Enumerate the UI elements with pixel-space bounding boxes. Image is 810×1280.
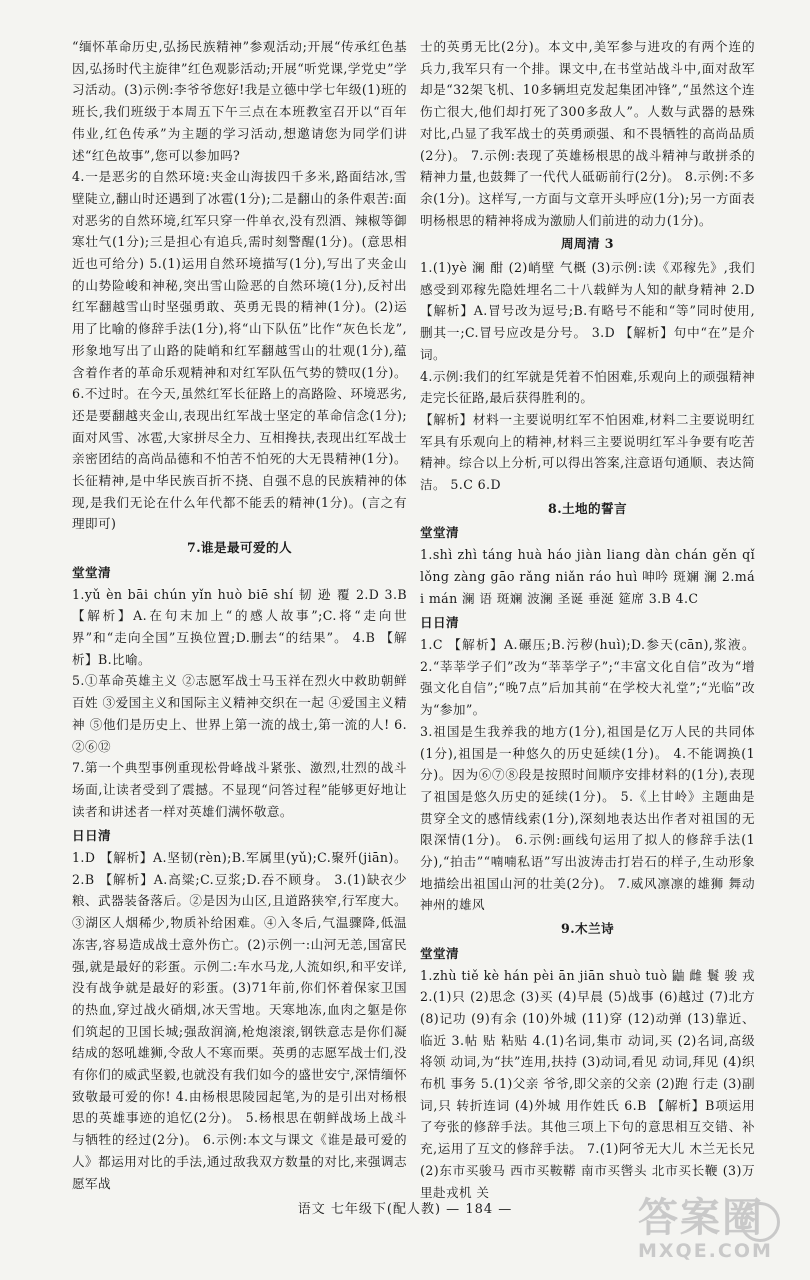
answer-block: 1.shì zhì táng huà háo jiàn liang dàn chán gěn qǐ lǒng zàng gāo rǎng niǎn ráo huì 呻吟 斑斓 澜 2.mái mán 澜 语 斑斓 波澜 圣诞 垂涎 筵席 3.B 4.C bbox=[420, 547, 755, 606]
subsection-label: 堂堂清 bbox=[72, 564, 111, 580]
answer-block: 1.zhù tiě kè hán pèi ān jiān shuò tuò 鼬 雌 鬟 骏 戎 2.(1)只 (2)思念 (3)买 (4)早晨 (5)战事 (6)越过 (7)北方 (8)记功 (9)有余 (10)外城 (11)穿 (12)动弹 (13)靠近、临近 3.帖 贴 粘贴 4.(1)名词,集市 动词,买 (2)名词,高级将领 动词,为“扶”连用,扶持 (3)动词,看见 动词,拜见 (4)织布机 事务 5.(1)父亲 爷爷,即父亲的父亲 (2)跑 行走 (3)副词,只 转折连词 (4)外城 用作姓氏 6.B 【解析】B项运用了夸张的修辞手法。其他三项上下句的意思相互交错、补充,运用了互文的修辞手法。 7.(1)阿爷无大儿 木兰无长兄 (2)东市买骏马 西市买鞍鞯 南市买辔头 北市买长鞭 (3)万里赴戎机 关 bbox=[420, 967, 755, 1200]
answer-block: 【解析】材料一主要说明红军不怕困难,材料二主要说明红军具有乐观向上的精神,材料三主要说明红军斗争要有吃苦精神。综合以上分析,可以得出答案,注意语句通顺、表达简洁。 5.C 6.D bbox=[420, 411, 755, 493]
watermark-url: MXQE.COM bbox=[638, 1240, 773, 1262]
subsection-label: 堂堂清 bbox=[420, 525, 459, 541]
footer-grade: 七年级下(配人教) bbox=[330, 1202, 442, 1217]
section-title: 9.木兰诗 bbox=[561, 921, 614, 937]
answer-block: 4.示例:我们的红军就是凭着不怕困难,乐观向上的顽强精神走完长征路,最后获得胜利的。 bbox=[420, 368, 755, 406]
page-number: 184 bbox=[465, 1202, 494, 1217]
answer-block: 1.C 【解析】A.碾压;B.污秽(huì);D.参天(cān),浆液。 2.“莘莘学子们”改为“莘莘学子”;“丰富文化自信”改为“增强文化自信”;“晚7点”后加其前“在学校大礼堂”;“光临”改为“参加”。 bbox=[420, 636, 755, 718]
answer-block: 4.一是恶劣的自然环境:夹金山海拔四千多米,路面结冰,雪壁陡立,翻山时还遇到了冰雹(1分);二是翻山的条件艰苦:面对恶劣的自然环境,红军只穿一件单衣,没有烈酒、辣椒等御寒壮气(1分);三是担心有追兵,需时刻警醒(1分)。(意思相近也可给分) 5.(1)运用自然环境描写(1分),写出了夹金山的山势险峻和神秘,突出雪山险恶的自然环境(1分),反衬出红军翻越雪山时坚强勇敢、英勇无畏的精神(1分)。(2)运用了比喻的修辞手法(1分),将“山下队伍”比作“灰色长龙”,形象地写出了山路的陡峭和红军翻越雪山的壮观(1分),蕴含着作者的革命乐观精神和对红军队伍气势的赞叹(1分)。 6.不过时。在今天,虽然红军长征路上的高路险、环境恶劣,还是要翻越夹金山,表现出红军战士坚定的革命信念(1分);面对风雪、冰雹,大家拼尽全力、互相搀扶,表现出红军战士亲密团结的高尚品德和不怕苦不怕死的大无畏精神(1分)。长征精神,是中华民族百折不挠、自强不息的民族精神的体现,是我们无论在什么年代都不能丢的精神(1分)。(言之有理即可) bbox=[72, 169, 407, 532]
section-title: 7.谁是最可爱的人 bbox=[187, 540, 292, 556]
answer-block: “缅怀革命历史,弘扬民族精神”参观活动;开展“传承红色基因,弘扬时代主旋律”红色观影活动;开展“听党课,学党史”学习活动。(3)示例:李爷爷您好!我是立德中学七年级(1)班的班长,我们班级于本周五下午三点在本班教室召开以“百年伟业,红色传承”为主题的学习活动,想邀请您为同学们讲述“红色故事”,您可以参加吗? bbox=[72, 39, 407, 163]
answer-block: 1.yǔ èn bāi chún yǐn huò biē shí 韧 逊 覆 2.D 3.B 【解析】A.在句末加上“的感人故事”;C.将“走向世界”和“走向全国”互换位置;D.删去“的结果”。 4.B 【解析】B.比喻。 bbox=[72, 586, 407, 667]
footer-dash: — bbox=[446, 1202, 461, 1217]
watermark-logo: 答案圈 bbox=[638, 1195, 764, 1241]
footer-dash: — bbox=[498, 1202, 513, 1217]
subsection-label: 日日清 bbox=[72, 828, 111, 844]
footer-subject: 语文 bbox=[297, 1202, 326, 1217]
watermark bbox=[638, 1196, 788, 1266]
answer-block: 5.①革命英雄主义 ②志愿军战士马玉祥在烈火中救助朝鲜百姓 ③爱国主义和国际主义精神交织在一起 ④爱国主义精神 ⑤他们是历史上、世界上第一流的战士,第一流的人! 6.②⑥⑫ bbox=[72, 673, 407, 754]
section-title: 8.土地的誓言 bbox=[548, 500, 627, 516]
watermark-circle-icon bbox=[740, 1202, 780, 1242]
subsection-label: 日日清 bbox=[420, 615, 459, 631]
left-column bbox=[72, 36, 407, 1194]
answer-block: 士的英勇无比(2分)。本文中,美军参与进攻的有两个连的兵力,我军只有一个排。课文中,在书堂站战斗中,面对敌军却是“32架飞机、10多辆坦克发起集团冲锋”,“虽然这个连伤亡很大,他们却打死了300多敌人”。人数与武器的悬殊对比,凸显了我军战士的英勇顽强、和不畏牺牲的高尚品质(2分)。 7.示例:表现了英雄杨根思的战斗精神与敢拼杀的精神力量,也鼓舞了一代代人砥砺前行(2分)。 8.示例:不多余(1分)。这样写,一方面与文章开头呼应(1分);另一方面表明杨根思的精神将成为激励人们前进的动力(1分)。 bbox=[420, 39, 755, 228]
answer-block: 1.D 【解析】A.坚韧(rèn);B.军属里(yǔ);C.聚歼(jiān)。 2.B 【解析】A.高粱;C.豆浆;D.吞不顾身。 3.(1)缺衣少粮、武器装备落后。②是因为山区,且道路狭窄,行军度大。③湖区人烟稀少,物质补给困难。④入冬后,气温骤降,低温冻害,容易造成战士意外伤亡。(2)示例一:山河无恙,国富民强,就是最好的彩蛋。示例二:车水马龙,人流如织,和平安详,没有战争就是最好的彩蛋。(3)71年前,你们怀着保家卫国的热血,穿过战火硝烟,冰天雪地。天寒地冻,血肉之躯是你们筑起的卫国长城;强敌润滴,枪炮滚滚,钢铁意志是你们凝结成的怒吼雄狮,令敌人不寒而栗。英勇的志愿军战士们,没有你们的威武坚毅,也就没有我们如今的盛世安宁,深情缅怀致敬最可爱的你! 4.由杨根思陵园起笔,为的是引出对杨根思的英雄事迹的追忆(2分)。 5.杨根思在朝鲜战场上战斗与牺牲的经过(2分)。 6.示例:本文与课文《谁是最可爱的人》都运用对比的手法,通过敌我双方数量的对比,来强调志愿军战 bbox=[72, 850, 407, 1191]
answer-block: 3.祖国是生我养我的地方(1分),祖国是亿万人民的共同体(1分),祖国是一种悠久的历史延续(1分)。 4.不能调换(1分)。因为⑥⑦⑧段是按照时间顺序安排材料的(1分),表现了祖国是悠久历史的延续(1分)。 5.《上甘岭》主题曲是贯穿全文的感情线索(1分),深刻地表达出作者对祖国的无限深情(1分)。 6.示例:画线句运用了拟人的修辞手法(1分),“拍击”“喃喃私语”写出波涛击打岩石的样子,生动形象地描绘出祖国山河的壮美(2分)。 7.威风凛凛的雄狮 舞动神州的雄风 bbox=[420, 723, 755, 913]
answer-block: 1.(1)yè 澜 酣 (2)峭壁 气概 (3)示例:读《邓稼先》,我们感受到邓稼先隐姓埋名二十八载鲜为人知的献身精神 2.D 【解析】A.冒号改为逗号;B.有略号不能和“等”同时使用,删其一;C.冒号应改是分号。 3.D 【解析】句中“在”是介词。 bbox=[420, 260, 755, 362]
subsection-label: 堂堂清 bbox=[420, 945, 459, 961]
answer-block: 7.第一个典型事例重现松骨峰战斗紧张、激烈,壮烈的战斗场面,让读者受到了震撼。不显现“问答过程”能够更好地让读者和讲述者一样对英雄们满怀敬意。 bbox=[72, 760, 407, 819]
right-column bbox=[420, 36, 755, 1203]
section-title: 周周清 3 bbox=[561, 236, 614, 252]
